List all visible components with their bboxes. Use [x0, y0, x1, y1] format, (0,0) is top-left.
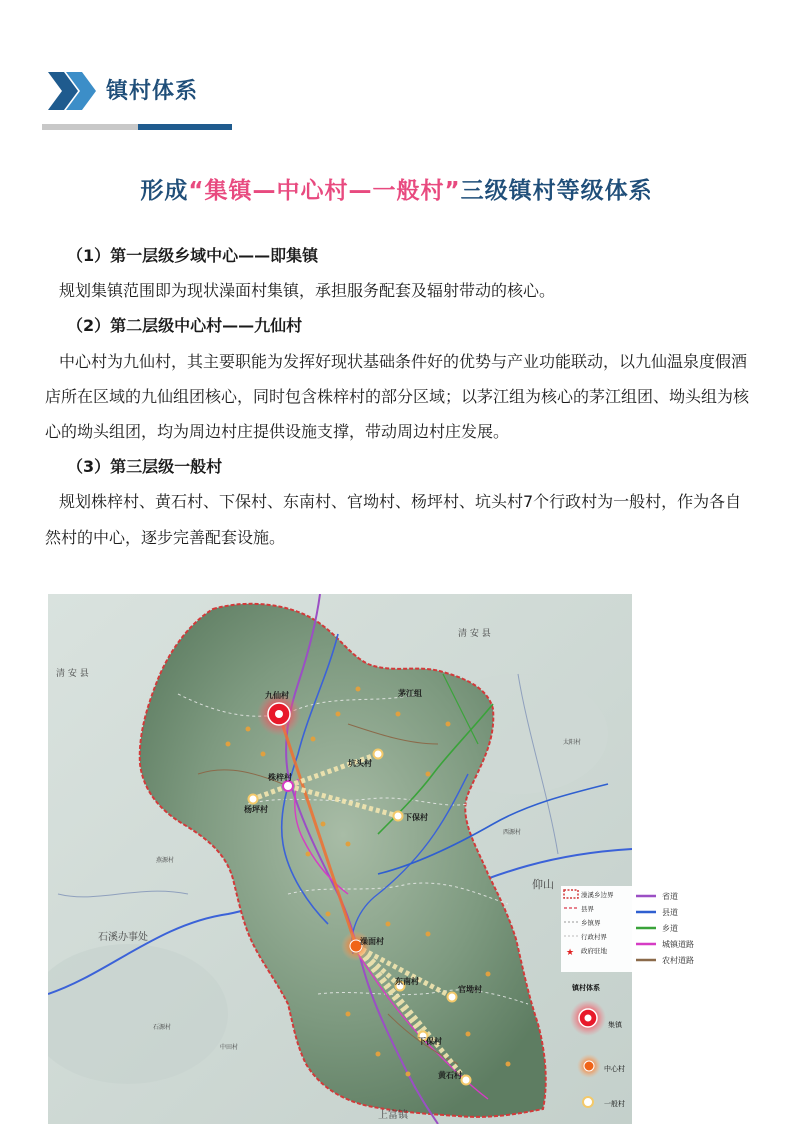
- legend-gov-seat: 政府驻地: [581, 947, 607, 955]
- divider-gray: [42, 124, 138, 130]
- legend-tier-market: 集镇: [608, 1021, 622, 1029]
- label-kengtou: 坑头村: [348, 759, 372, 768]
- legend-township-road: 乡道: [662, 924, 678, 933]
- label-zaomian: 澡面村: [360, 937, 384, 946]
- map-legend-right: [632, 886, 732, 972]
- label-maojiang: 茅江组: [398, 689, 422, 698]
- section-heading-3: （3）第三层级一般村: [67, 457, 223, 477]
- region-yanyuan: 燕源村: [156, 857, 175, 864]
- legend-system-title: 镇村体系: [572, 984, 600, 992]
- region-qingan-north: 清 安 县: [458, 629, 491, 639]
- divider-blue: [138, 124, 232, 130]
- page-title: [0, 172, 793, 205]
- legend-tier-central: 中心村: [604, 1065, 625, 1073]
- region-qingan-west: 清 安 县: [56, 669, 89, 679]
- section-title: 镇村体系: [106, 79, 199, 104]
- region-yangshan: 仰山: [532, 878, 554, 891]
- legend-rural-road: 农村道路: [662, 956, 694, 965]
- map-canvas: [48, 594, 632, 1124]
- title-prefix: 形成: [140, 178, 189, 204]
- label-huangshi: 黄石村: [438, 1071, 462, 1080]
- region-shangfu: 上富镇: [378, 1110, 408, 1121]
- legend-provincial-road: 省道: [662, 892, 678, 901]
- region-xiyuan: 西源村: [503, 829, 522, 836]
- legend-county-boundary: 县界: [581, 905, 594, 913]
- legend-tier-general: 一般村: [604, 1100, 625, 1108]
- legend-county-road: 县道: [662, 908, 678, 917]
- section-text-1: 规划集镇范围即为现状澡面村集镇，承担服务配套及辐射带动的核心。: [59, 281, 556, 301]
- section-text-3: 规划株梓村、黄石村、下保村、东南村、官坳村、杨坪村、坑头村7个行政村为一般村，作为各自然村的中心，逐步完善配套设施。: [45, 492, 742, 547]
- label-xiashi: 下保村: [404, 813, 428, 822]
- label-yangping: 杨坪村: [244, 805, 268, 814]
- label-zhuzi: 株梓村: [268, 773, 292, 782]
- label-dongnan: 东南村: [395, 977, 419, 986]
- section-heading-1: （1）第一层级乡域中心——即集镇: [67, 246, 319, 265]
- region-taiyang: 太阳村: [563, 739, 582, 746]
- label-jiuxian: 九仙村: [265, 691, 289, 700]
- legend-town-boundary: 乡镇界: [581, 919, 601, 927]
- body-text: [45, 238, 750, 555]
- region-shixi: 石溪办事处: [98, 932, 148, 943]
- label-xiabao: 下保村: [418, 1037, 442, 1046]
- label-guanao: 官坳村: [458, 985, 482, 994]
- title-highlight: “集镇—中心村—一般村”: [188, 178, 461, 204]
- region-zhongtian: 中田村: [220, 1044, 239, 1051]
- legend-village-boundary: 行政村界: [581, 933, 607, 941]
- gov-seat-star-icon: ★: [566, 948, 575, 958]
- region-shiyuan: 石源村: [153, 1024, 172, 1031]
- section-text-2: 中心村为九仙村，其主要职能为发挥好现状基础条件好的优势与产业功能联动，以九仙温泉度假酒店所在区域的九仙组团核心，同时包含株梓村的部分区域；以茅江组为核心的茅江组团、坳头组为核心的坳头组团，均为周边村庄提供设施支撑，带动周边村庄发展。: [45, 351, 750, 442]
- legend-town-road: 城镇道路: [662, 940, 694, 949]
- legend-township-boundary: 澡溪乡边界: [581, 891, 614, 899]
- chevron-icon: [44, 72, 100, 110]
- title-suffix: 三级镇村等级体系: [460, 178, 653, 204]
- section-heading-2: （2）第二层级中心村——九仙村: [67, 316, 303, 336]
- village-system-map: [48, 594, 632, 1124]
